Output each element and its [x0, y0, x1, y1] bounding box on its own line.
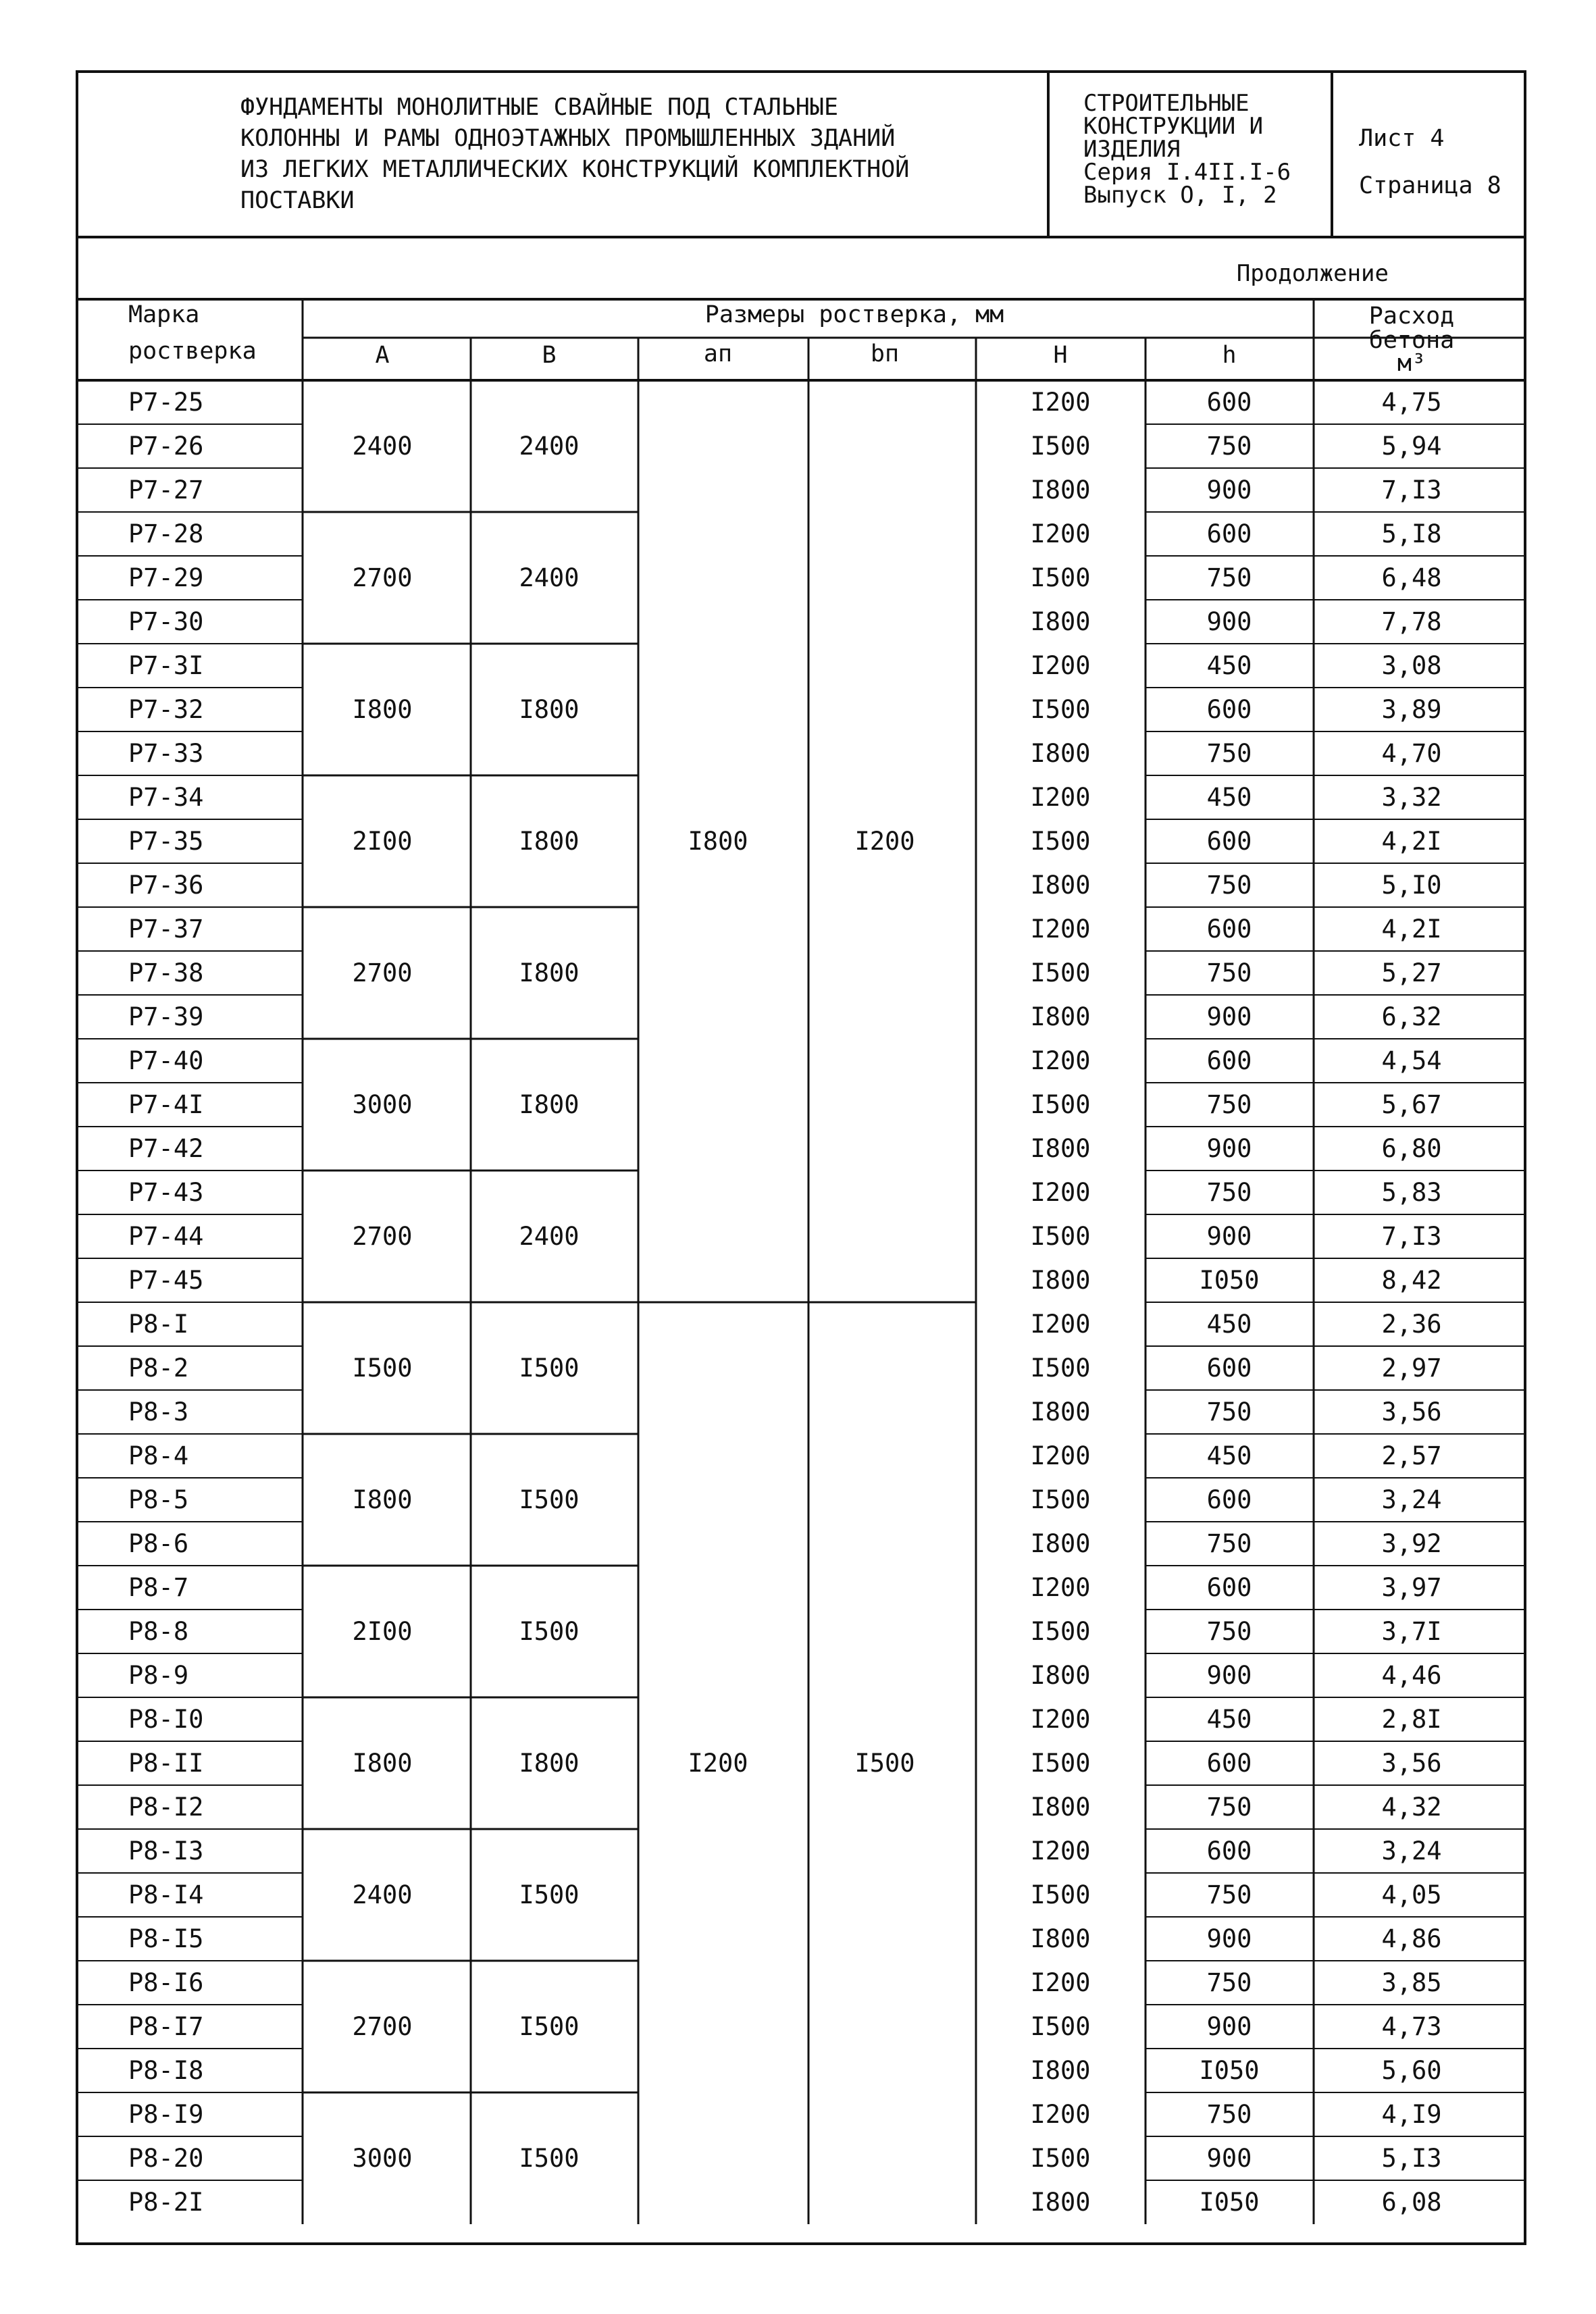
row-mark: Р7-4I — [128, 1090, 204, 1119]
group-bn: I500 — [854, 1749, 915, 1778]
row-h: 900 — [1206, 1002, 1252, 1031]
row-mark: Р8-I — [128, 1310, 189, 1339]
row-consumption: 3,89 — [1381, 695, 1442, 724]
row-H: I500 — [1030, 563, 1091, 592]
row-h: 600 — [1206, 1573, 1252, 1602]
row-consumption: 7,I3 — [1381, 1222, 1442, 1251]
row-H: I200 — [1030, 1968, 1091, 1997]
col-header-consumption: бетона — [1368, 327, 1455, 354]
row-consumption: 6,32 — [1381, 1002, 1442, 1031]
row-consumption: 4,32 — [1381, 1793, 1442, 1822]
row-mark: Р8-6 — [128, 1529, 189, 1558]
row-mark: Р7-42 — [128, 1134, 204, 1163]
row-H: I200 — [1030, 1310, 1091, 1339]
row-mark: Р8-I3 — [128, 1836, 204, 1866]
row-mark: Р7-27 — [128, 475, 204, 505]
row-mark: Р7-40 — [128, 1046, 204, 1075]
row-H: I500 — [1030, 2012, 1091, 2041]
row-mark: Р8-2I — [128, 2188, 204, 2217]
row-mark: Р7-39 — [128, 1002, 204, 1031]
row-mark: Р8-I0 — [128, 1705, 204, 1734]
row-consumption: 3,56 — [1381, 1749, 1442, 1778]
col-header-group: Размеры ростверка, мм — [704, 301, 1004, 328]
group-B: I800 — [519, 827, 580, 856]
group-B: I500 — [519, 1485, 580, 1514]
row-h: 900 — [1206, 1924, 1252, 1953]
row-consumption: 5,I0 — [1381, 871, 1442, 900]
row-consumption: 7,78 — [1381, 607, 1442, 636]
row-consumption: 4,70 — [1381, 739, 1442, 768]
group-A: 2400 — [352, 1880, 413, 1909]
row-h: 750 — [1206, 2100, 1252, 2129]
row-H: I800 — [1030, 1529, 1091, 1558]
row-mark: Р7-33 — [128, 739, 204, 768]
row-h: 900 — [1206, 2144, 1252, 2173]
row-h: 750 — [1206, 1968, 1252, 1997]
group-A: 2700 — [352, 1222, 413, 1251]
row-consumption: 4,2I — [1381, 915, 1442, 944]
row-h: 750 — [1206, 871, 1252, 900]
col-header-h: h — [1222, 342, 1237, 369]
row-consumption: 3,92 — [1381, 1529, 1442, 1558]
row-h: 450 — [1206, 1705, 1252, 1734]
row-h: 600 — [1206, 827, 1252, 856]
group-A: 2I00 — [352, 1617, 413, 1646]
group-B: 2400 — [519, 563, 580, 592]
group-A: 2700 — [352, 563, 413, 592]
row-mark: Р8-3 — [128, 1397, 189, 1426]
row-H: I800 — [1030, 1266, 1091, 1295]
row-consumption: 8,42 — [1381, 1266, 1442, 1295]
col-header-A: А — [375, 342, 390, 369]
document-title: ФУНДАМЕНТЫ МОНОЛИТНЫЕ СВАЙНЫЕ ПОД СТАЛЬНЫЕ КОЛОННЫ И РАМЫ ОДНОЭТАЖНЫХ ПРОМЫШЛЕННЫХ ЗДАНИЙ ИЗ ЛЕГКИХ МЕТАЛЛИЧЕСКИХ КОНСТРУКЦИЙ КОМПЛЕКТНОЙ ПОСТАВКИ — [78, 73, 1050, 236]
row-consumption: 4,I9 — [1381, 2100, 1442, 2129]
row-consumption: 4,73 — [1381, 2012, 1442, 2041]
row-H: I200 — [1030, 1178, 1091, 1207]
row-h: 900 — [1206, 1222, 1252, 1251]
continuation-label: Продолжение — [1236, 260, 1389, 287]
row-H: I800 — [1030, 475, 1091, 505]
row-h: I050 — [1199, 1266, 1260, 1295]
row-mark: Р7-25 — [128, 388, 204, 417]
row-consumption: 3,24 — [1381, 1836, 1442, 1866]
row-H: I200 — [1030, 1573, 1091, 1602]
row-H: I800 — [1030, 1134, 1091, 1163]
group-B: I800 — [519, 695, 580, 724]
row-h: 600 — [1206, 1046, 1252, 1075]
row-h: 750 — [1206, 1178, 1252, 1207]
row-H: I500 — [1030, 1222, 1091, 1251]
row-H: I500 — [1030, 695, 1091, 724]
series-line: ИЗДЕЛИЯ — [1083, 136, 1181, 163]
row-consumption: 7,I3 — [1381, 475, 1442, 505]
row-consumption: 3,7I — [1381, 1617, 1442, 1646]
row-consumption: 4,46 — [1381, 1661, 1442, 1690]
group-A: 3000 — [352, 2144, 413, 2173]
row-mark: Р8-I7 — [128, 2012, 204, 2041]
group-A: 2700 — [352, 958, 413, 987]
row-consumption: 5,83 — [1381, 1178, 1442, 1207]
row-consumption: 2,8I — [1381, 1705, 1442, 1734]
row-H: I500 — [1030, 1354, 1091, 1383]
row-H: I800 — [1030, 1924, 1091, 1953]
sheet-number: Лист 4 — [1359, 125, 1445, 152]
group-bn: I200 — [854, 827, 915, 856]
row-mark: Р7-32 — [128, 695, 204, 724]
row-consumption: 5,60 — [1381, 2056, 1442, 2085]
row-consumption: 5,67 — [1381, 1090, 1442, 1119]
row-mark: Р8-2 — [128, 1354, 189, 1383]
row-mark: Р7-37 — [128, 915, 204, 944]
row-consumption: 3,24 — [1381, 1485, 1442, 1514]
row-H: I800 — [1030, 2188, 1091, 2217]
row-mark: Р7-3I — [128, 651, 204, 680]
row-H: I800 — [1030, 1397, 1091, 1426]
row-consumption: 3,56 — [1381, 1397, 1442, 1426]
row-consumption: 6,08 — [1381, 2188, 1442, 2217]
row-h: 600 — [1206, 695, 1252, 724]
row-mark: Р8-4 — [128, 1441, 189, 1470]
row-h: 600 — [1206, 1354, 1252, 1383]
row-mark: Р7-34 — [128, 783, 204, 812]
series-line: СТРОИТЕЛЬНЫЕ — [1083, 90, 1250, 117]
row-consumption: 2,97 — [1381, 1354, 1442, 1383]
row-mark: Р8-I9 — [128, 2100, 204, 2129]
row-H: I500 — [1030, 432, 1091, 461]
col-header-consumption: Расход — [1368, 303, 1455, 330]
row-H: I500 — [1030, 1485, 1091, 1514]
group-A: I800 — [352, 695, 413, 724]
group-A: 2700 — [352, 2012, 413, 2041]
group-B: I500 — [519, 2144, 580, 2173]
col-header-B: В — [542, 342, 557, 369]
row-h: 450 — [1206, 651, 1252, 680]
row-h: 450 — [1206, 783, 1252, 812]
row-mark: Р7-44 — [128, 1222, 204, 1251]
series-line: Серия I.4II.I-6 — [1083, 159, 1291, 186]
row-H: I200 — [1030, 1441, 1091, 1470]
row-h: 750 — [1206, 563, 1252, 592]
row-consumption: 3,85 — [1381, 1968, 1442, 1997]
row-H: I800 — [1030, 1793, 1091, 1822]
row-H: I500 — [1030, 1880, 1091, 1909]
row-H: I200 — [1030, 783, 1091, 812]
row-consumption: 3,08 — [1381, 651, 1442, 680]
row-H: I800 — [1030, 2056, 1091, 2085]
row-H: I800 — [1030, 871, 1091, 900]
group-B: I500 — [519, 1354, 580, 1383]
col-header-an: aп — [703, 340, 733, 367]
group-A: 2I00 — [352, 827, 413, 856]
row-h: 450 — [1206, 1441, 1252, 1470]
row-consumption: 3,97 — [1381, 1573, 1442, 1602]
group-B: I800 — [519, 958, 580, 987]
row-consumption: 4,54 — [1381, 1046, 1442, 1075]
row-h: 600 — [1206, 519, 1252, 548]
row-mark: Р7-38 — [128, 958, 204, 987]
row-h: 900 — [1206, 1134, 1252, 1163]
row-h: 750 — [1206, 1793, 1252, 1822]
row-mark: Р8-9 — [128, 1661, 189, 1690]
group-B: I800 — [519, 1090, 580, 1119]
row-mark: Р8-I4 — [128, 1880, 204, 1909]
group-B: I800 — [519, 1749, 580, 1778]
row-h: 900 — [1206, 2012, 1252, 2041]
row-H: I800 — [1030, 607, 1091, 636]
row-consumption: 6,80 — [1381, 1134, 1442, 1163]
group-B: I500 — [519, 1880, 580, 1909]
row-h: 600 — [1206, 915, 1252, 944]
row-h: 750 — [1206, 1397, 1252, 1426]
row-mark: Р8-I8 — [128, 2056, 204, 2085]
row-h: 900 — [1206, 475, 1252, 505]
row-mark: Р8-I2 — [128, 1793, 204, 1822]
row-H: I500 — [1030, 827, 1091, 856]
row-H: I800 — [1030, 1661, 1091, 1690]
series-line: КОНСТРУКЦИИ И — [1083, 113, 1264, 140]
row-mark: Р7-45 — [128, 1266, 204, 1295]
row-h: 600 — [1206, 1749, 1252, 1778]
row-consumption: 4,05 — [1381, 1880, 1442, 1909]
row-mark: Р8-20 — [128, 2144, 204, 2173]
col-header-bn: bп — [870, 340, 900, 367]
row-h: 750 — [1206, 1529, 1252, 1558]
group-A: 3000 — [352, 1090, 413, 1119]
row-mark: Р8-II — [128, 1749, 204, 1778]
row-H: I200 — [1030, 1836, 1091, 1866]
col-header-mark: ростверка — [128, 338, 257, 365]
page-number: Страница 8 — [1359, 172, 1501, 199]
row-H: I200 — [1030, 651, 1091, 680]
row-H: I800 — [1030, 739, 1091, 768]
row-consumption: 3,32 — [1381, 783, 1442, 812]
row-mark: Р7-26 — [128, 432, 204, 461]
row-consumption: 5,94 — [1381, 432, 1442, 461]
row-h: 600 — [1206, 388, 1252, 417]
row-h: 750 — [1206, 432, 1252, 461]
row-consumption: 5,I3 — [1381, 2144, 1442, 2173]
row-h: I050 — [1199, 2056, 1260, 2085]
row-H: I500 — [1030, 2144, 1091, 2173]
row-H: I800 — [1030, 1002, 1091, 1031]
row-mark: Р7-43 — [128, 1178, 204, 1207]
group-B: 2400 — [519, 1222, 580, 1251]
row-mark: Р8-8 — [128, 1617, 189, 1646]
group-B: I500 — [519, 1617, 580, 1646]
row-H: I500 — [1030, 958, 1091, 987]
row-mark: Р8-I6 — [128, 1968, 204, 1997]
row-consumption: 4,86 — [1381, 1924, 1442, 1953]
group-B: 2400 — [519, 432, 580, 461]
row-H: I200 — [1030, 2100, 1091, 2129]
row-H: I200 — [1030, 915, 1091, 944]
row-H: I500 — [1030, 1617, 1091, 1646]
group-A: I500 — [352, 1354, 413, 1383]
row-consumption: 4,75 — [1381, 388, 1442, 417]
row-H: I200 — [1030, 519, 1091, 548]
row-mark: Р8-5 — [128, 1485, 189, 1514]
row-mark: Р7-29 — [128, 563, 204, 592]
group-an: I800 — [688, 827, 748, 856]
col-header-H: Н — [1053, 342, 1068, 369]
row-consumption: 5,27 — [1381, 958, 1442, 987]
group-an: I200 — [688, 1749, 748, 1778]
row-h: 450 — [1206, 1310, 1252, 1339]
row-mark: Р7-30 — [128, 607, 204, 636]
row-h: 750 — [1206, 1880, 1252, 1909]
row-H: I200 — [1030, 1046, 1091, 1075]
row-h: I050 — [1199, 2188, 1260, 2217]
col-header-consumption: м³ — [1397, 350, 1426, 377]
row-consumption: 4,2I — [1381, 827, 1442, 856]
row-h: 750 — [1206, 1090, 1252, 1119]
row-consumption: 5,I8 — [1381, 519, 1442, 548]
row-h: 900 — [1206, 607, 1252, 636]
row-h: 600 — [1206, 1836, 1252, 1866]
row-consumption: 6,48 — [1381, 563, 1442, 592]
row-h: 600 — [1206, 1485, 1252, 1514]
row-mark: Р8-7 — [128, 1573, 189, 1602]
row-h: 900 — [1206, 1661, 1252, 1690]
row-h: 750 — [1206, 1617, 1252, 1646]
row-mark: Р7-35 — [128, 827, 204, 856]
col-header-mark: Марка — [128, 301, 200, 328]
group-B: I500 — [519, 2012, 580, 2041]
group-A: I800 — [352, 1485, 413, 1514]
row-H: I500 — [1030, 1749, 1091, 1778]
row-mark: Р7-36 — [128, 871, 204, 900]
row-consumption: 2,36 — [1381, 1310, 1442, 1339]
row-H: I200 — [1030, 1705, 1091, 1734]
group-A: I800 — [352, 1749, 413, 1778]
group-A: 2400 — [352, 432, 413, 461]
row-h: 750 — [1206, 958, 1252, 987]
series-line: Выпуск О, I, 2 — [1083, 182, 1277, 209]
row-mark: Р7-28 — [128, 519, 204, 548]
row-H: I500 — [1030, 1090, 1091, 1119]
row-h: 750 — [1206, 739, 1252, 768]
row-H: I200 — [1030, 388, 1091, 417]
row-mark: Р8-I5 — [128, 1924, 204, 1953]
row-consumption: 2,57 — [1381, 1441, 1442, 1470]
